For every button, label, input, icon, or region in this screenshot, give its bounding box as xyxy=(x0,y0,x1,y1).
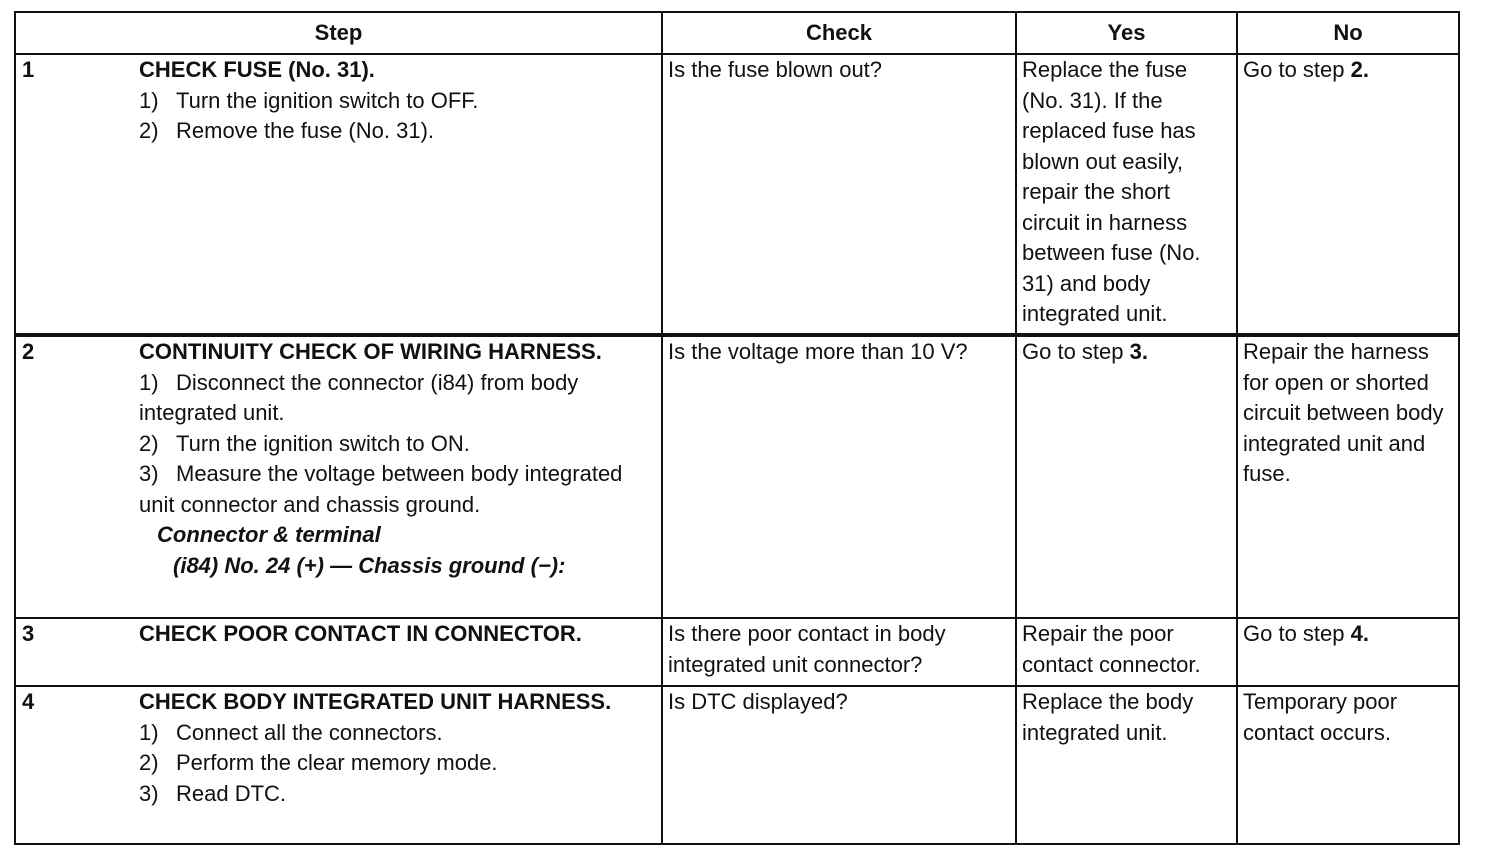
yes-cell: Go to step 3. xyxy=(1016,335,1237,618)
step-description xyxy=(139,335,662,618)
substep: 3) Read DTC. xyxy=(139,780,287,806)
step-reference: 2. xyxy=(1350,57,1369,82)
step-title: CHECK FUSE (No. 31). xyxy=(139,57,375,82)
spec-label: Connector & terminal xyxy=(157,522,381,547)
check-cell: Is the fuse blown out? xyxy=(662,54,1016,335)
step-number: 2 xyxy=(15,335,139,618)
no-cell: Repair the harness for open or shorted circuit between body integrated unit and fuse. xyxy=(1237,335,1459,618)
no-cell: Go to step 4. xyxy=(1237,618,1459,686)
table-row xyxy=(15,335,1459,618)
no-cell: Temporary poor contact occurs. xyxy=(1237,686,1459,844)
step-number: 1 xyxy=(15,54,139,335)
step-reference: 4. xyxy=(1350,621,1369,646)
check-cell: Is DTC displayed? xyxy=(662,686,1016,844)
step-description xyxy=(139,618,662,686)
substep: 1) Disconnect the connector (i84) from body integrated unit. xyxy=(139,369,579,425)
substep: 1) Connect all the connectors. xyxy=(139,719,443,745)
substep: 2) Remove the fuse (No. 31). xyxy=(139,118,435,143)
step-number: 4 xyxy=(15,686,139,844)
yes-cell: Repair the poor contact connector. xyxy=(1016,618,1237,686)
step-number: 3 xyxy=(15,618,139,686)
substep: 2) Turn the ignition switch to ON. xyxy=(139,430,470,456)
substep: 2) Perform the clear memory mode. xyxy=(139,750,498,775)
table-row xyxy=(15,54,1459,335)
spec-value: (i84) No. 24 (+) — Chassis ground (−): xyxy=(173,552,566,578)
step-reference: 3. xyxy=(1129,339,1148,364)
yes-cell: Replace the fuse (No. 31). If the replaced fuse has blown out easily, repair the short circuit in harness between fuse (No. 31) and body integrated unit. xyxy=(1016,54,1237,335)
header-yes: Yes xyxy=(1016,12,1237,54)
table-row xyxy=(15,618,1459,686)
header-step: Step xyxy=(15,12,662,54)
step-description xyxy=(139,54,662,335)
substep: 3) Measure the voltage between body integrated unit connector and chassis ground. xyxy=(139,461,623,517)
header-no: No xyxy=(1237,12,1459,54)
step-title: CHECK POOR CONTACT IN CONNECTOR. xyxy=(139,621,582,646)
header-check: Check xyxy=(662,12,1016,54)
substep: 1) Turn the ignition switch to OFF. xyxy=(139,87,479,113)
check-cell: Is the voltage more than 10 V? xyxy=(662,335,1016,618)
step-description xyxy=(139,686,662,844)
no-cell: Go to step 2. xyxy=(1237,54,1459,335)
diagnostic-table xyxy=(14,11,1460,845)
table-row xyxy=(15,686,1459,844)
yes-cell: Replace the body integrated unit. xyxy=(1016,686,1237,844)
check-cell: Is there poor contact in body integrated unit connector? xyxy=(662,618,1016,686)
header-row xyxy=(15,12,1459,54)
step-title: CHECK BODY INTEGRATED UNIT HARNESS. xyxy=(139,689,612,714)
step-title: CONTINUITY CHECK OF WIRING HARNESS. xyxy=(139,339,602,364)
